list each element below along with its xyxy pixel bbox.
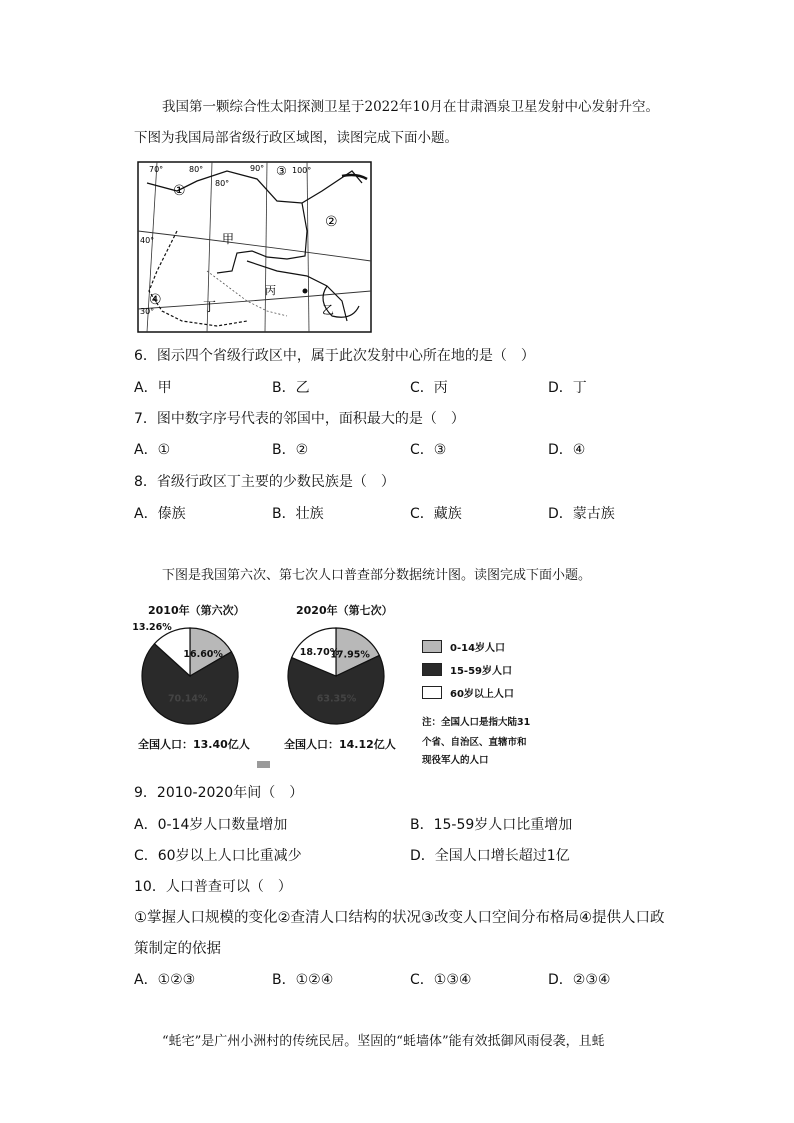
- q9-stem: 9．2010-2020年间（ ）: [134, 785, 304, 801]
- q8-option-a[interactable]: A．傣族: [134, 506, 186, 522]
- pie-chart-2010: [132, 598, 268, 758]
- pie-2010-footer: 全国人口：13.40亿人: [138, 738, 250, 751]
- pie-label-2: 18.70%: [299, 647, 340, 659]
- q10-desc-line2: 策制定的依据: [134, 941, 221, 957]
- q8-stem: 8．省级行政区丁主要的少数民族是（ ）: [134, 474, 395, 490]
- legend-note-line3: 现役军人的人口: [422, 755, 489, 766]
- q6-option-d[interactable]: D．丁: [548, 380, 587, 396]
- label-c4: ④: [149, 292, 162, 308]
- pie-2010-svg: [132, 616, 268, 736]
- pie-label-1: 63.35%: [316, 693, 357, 705]
- pie-label-2: 13.26%: [132, 622, 172, 633]
- q7-stem: 7．图中数字序号代表的邻国中，面积最大的是（ ）: [134, 411, 465, 427]
- label-30: 30°: [140, 307, 155, 316]
- q7-option-c[interactable]: C．③: [410, 442, 447, 458]
- q8-option-d[interactable]: D．蒙古族: [548, 506, 615, 522]
- q6-option-a[interactable]: A．甲: [134, 380, 172, 396]
- label-yi: 乙: [322, 303, 335, 317]
- q7-option-a[interactable]: A．①: [134, 442, 171, 458]
- q9-option-a[interactable]: A．0-14岁人口数量增加: [134, 817, 288, 833]
- province-map-svg: [137, 161, 372, 333]
- q7-option-d[interactable]: D．④: [548, 442, 586, 458]
- label-80: 80°: [215, 179, 230, 188]
- q9-option-b[interactable]: B．15-59岁人口比重增加: [410, 817, 573, 833]
- q10-desc-line1: ①掌握人口规模的变化②查清人口结构的状况③改变人口空间分布格局④提供人口政: [134, 910, 665, 926]
- label-jia: 甲: [222, 232, 235, 246]
- label-80-top: 80°: [189, 165, 204, 174]
- q10-option-c[interactable]: C．①③④: [410, 972, 472, 988]
- label-70: 70°: [149, 165, 164, 174]
- pie-2020-footer: 全国人口：14.12亿人: [284, 738, 396, 751]
- label-ding: 丁: [203, 300, 217, 315]
- legend-label-15-59: 15-59岁人口: [450, 666, 512, 677]
- label-c3: ③: [276, 164, 287, 178]
- q7-option-b[interactable]: B．②: [272, 442, 309, 458]
- pie-label-0: 16.60%: [183, 649, 223, 661]
- legend-note-line2: 个省、自治区、直辖市和: [422, 737, 527, 748]
- q6-stem: 6．图示四个省级行政区中，属于此次发射中心所在地的是（ ）: [134, 348, 535, 364]
- pie-2010-title: 2010年（第六次）: [148, 604, 245, 617]
- label-bing: 丙: [265, 284, 276, 297]
- gray-marker: [257, 761, 270, 768]
- legend-swatch-60plus: [422, 686, 442, 699]
- pie-label-0: 17.95%: [330, 649, 370, 661]
- label-100: 100°: [292, 166, 312, 175]
- label-40: 40°: [140, 236, 155, 245]
- legend-swatch-0-14: [422, 640, 442, 653]
- q10-option-b[interactable]: B．①②④: [272, 972, 334, 988]
- q8-option-b[interactable]: B．壮族: [272, 506, 324, 522]
- legend-swatch-15-59: [422, 663, 442, 676]
- province-map: [137, 161, 372, 333]
- q9-option-d[interactable]: D．全国人口增长超过1亿: [410, 848, 570, 864]
- legend-label-60plus: 60岁以上人口: [450, 689, 514, 700]
- label-c2: ②: [325, 214, 338, 230]
- q10-option-a[interactable]: A．①②③: [134, 972, 196, 988]
- label-90: 90°: [250, 164, 265, 173]
- q8-option-c[interactable]: C．藏族: [410, 506, 462, 522]
- passage2-line1: 下图是我国第六次、第七次人口普查部分数据统计图。读图完成下面小题。: [162, 568, 592, 583]
- q10-option-d[interactable]: D．②③④: [548, 972, 611, 988]
- label-c1: ①: [173, 183, 186, 199]
- passage3-line1: “蚝宅”是广州小洲村的传统民居。坚固的“蚝墙体”能有效抵御风雨侵袭，且蚝: [162, 1034, 605, 1049]
- city-dot: [303, 289, 308, 294]
- legend-label-0-14: 0-14岁人口: [450, 643, 506, 654]
- q10-stem: 10．人口普查可以（ ）: [134, 879, 292, 895]
- pie-chart-2020: [284, 598, 414, 758]
- passage1-line2: 下图为我国局部省级行政区域图，读图完成下面小题。: [134, 130, 458, 146]
- pie-label-1: 70.14%: [167, 693, 208, 705]
- q6-option-c[interactable]: C．丙: [410, 380, 448, 396]
- q9-option-c[interactable]: C．60岁以上人口比重减少: [134, 848, 302, 864]
- legend-note-line1: 注：全国人口是指大陆31: [422, 717, 531, 728]
- pie-2020-svg: [284, 616, 414, 736]
- pie-2020-title: 2020年（第七次）: [296, 604, 393, 617]
- q6-option-b[interactable]: B．乙: [272, 380, 310, 396]
- passage1-line1: 我国第一颗综合性太阳探测卫星于2022年10月在甘肃酒泉卫星发射中心发射升空。: [162, 99, 660, 115]
- chart-legend: [422, 636, 562, 771]
